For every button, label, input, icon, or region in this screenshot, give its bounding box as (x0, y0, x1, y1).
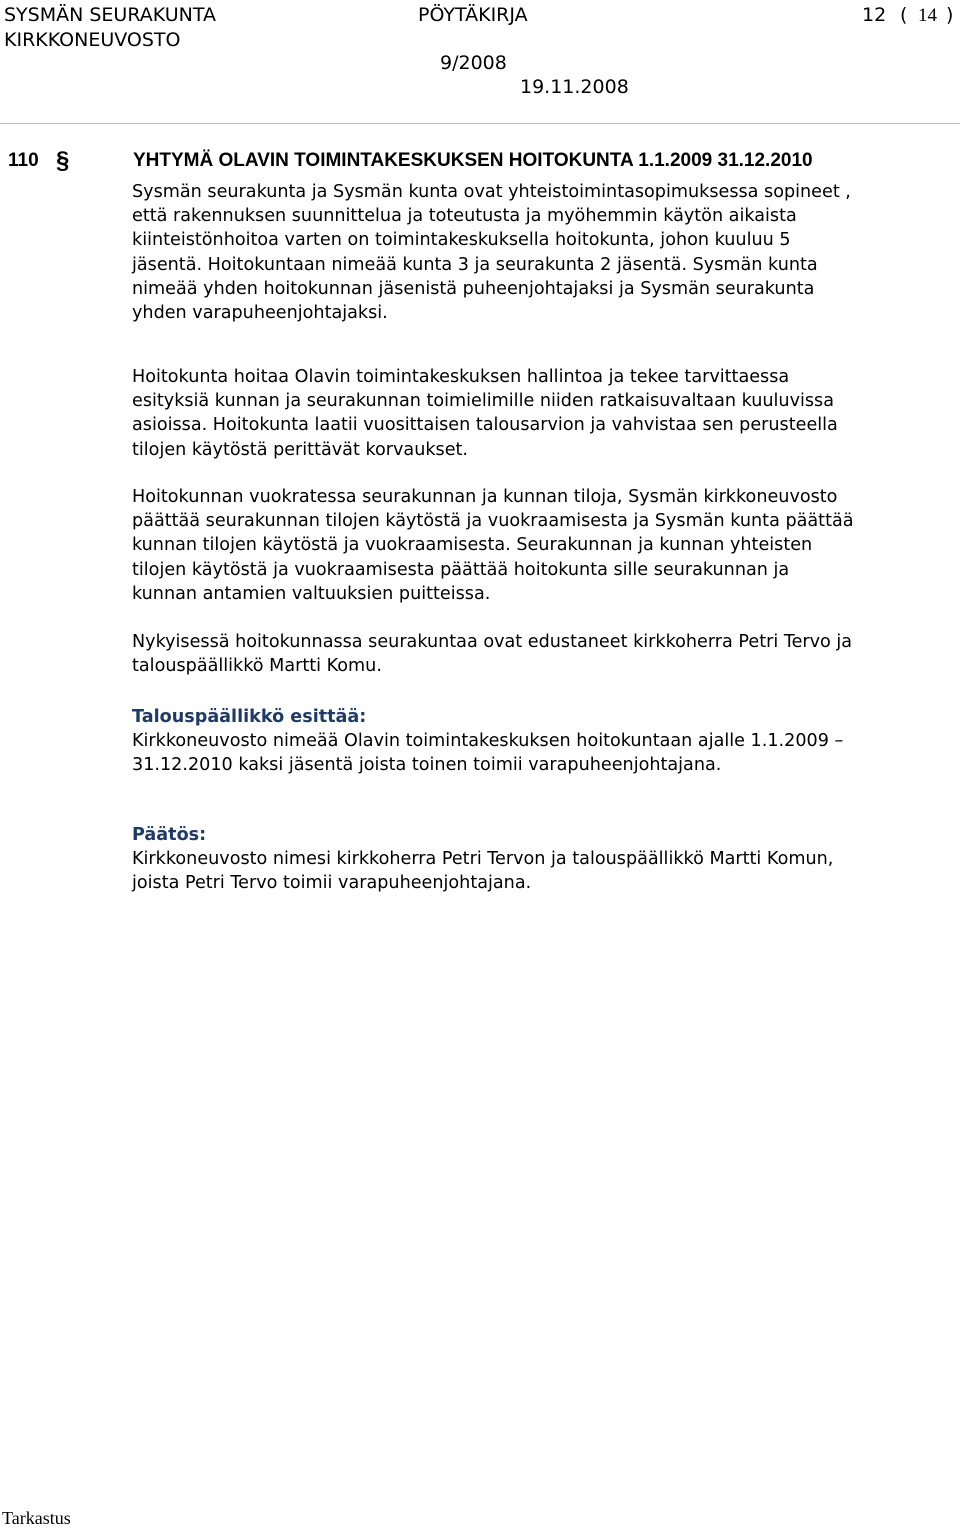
text-line: että rakennuksen suunnittelua ja toteutusta ja myöhemmin käytön aikaista (132, 206, 797, 227)
paragraph-4 (132, 630, 958, 678)
text-line: 31.12.2010 kaksi jäsentä joista toinen toimii varapuheenjohtajana. (132, 755, 722, 776)
text-line: yhden varapuheenjohtajaksi. (132, 303, 388, 324)
section-symbol: § (56, 147, 70, 174)
section-title: YHTYMÄ OLAVIN TOIMINTAKESKUKSEN HOITOKUNTA 1.1.2009 31.12.2010 (133, 150, 813, 171)
text-line: Kirkkoneuvosto nimeää Olavin toimintakeskuksen hoitokuntaan ajalle 1.1.2009 – (132, 731, 844, 752)
proposal-label: Talouspäällikkö esittää: (132, 707, 367, 727)
text-line: Nykyisessä hoitokunnassa seurakuntaa ovat edustaneet kirkkoherra Petri Tervo ja (132, 632, 853, 652)
paragraph-1 (132, 180, 958, 325)
text-line: Kirkkoneuvosto nimesi kirkkoherra Petri Tervon ja talouspäällikkö Martti Komun, (132, 849, 834, 870)
page-paren-close: ) (946, 4, 954, 26)
page-total: 14 (918, 5, 937, 26)
text-line: tilojen käytöstä ja vuokraamisesta päättää hoitokunta sille seurakunnan ja (132, 559, 790, 580)
header-rule (0, 123, 960, 124)
meeting-date: 19.11.2008 (520, 76, 629, 98)
section-number: 110 (8, 150, 39, 171)
text-line: kiinteistönhoitoa varten on toimintakeskuksella hoitokunta, johon kuuluu 5 (132, 230, 791, 251)
section-heading (8, 147, 813, 175)
text-line: Hoitokunnan vuokratessa seurakunnan ja kunnan tiloja, Sysmän kirkkoneuvosto (132, 487, 838, 507)
footer-label: Tarkastus (2, 1508, 71, 1528)
text-line: tilojen käytöstä perittävät korvaukset. (132, 439, 469, 460)
text-line: jäsentä. Hoitokuntaan nimeää kunta 3 ja seurakunta 2 jäsentä. Sysmän kunta (132, 254, 818, 275)
text-line: talouspäällikkö Martti Komu. (132, 656, 382, 677)
text-line: esityksiä kunnan ja seurakunnan toimielimille niiden ratkaisuvaltaan kuuluvissa (132, 391, 834, 412)
text-line: asioissa. Hoitokunta laatii vuosittaisen talousarvion ja vahvistaa sen perusteella (132, 415, 838, 436)
organization-name: SYSMÄN SEURAKUNTA (4, 4, 216, 26)
text-line: kunnan tilojen käytöstä ja vuokraamisesta. Seurakunnan ja kunnan yhteisten (132, 535, 813, 556)
text-line: Hoitokunta hoitaa Olavin toimintakeskuksen hallintoa ja tekee tarvittaessa (132, 367, 790, 387)
decision-label: Päätös: (132, 825, 207, 845)
body-name: KIRKKONEUVOSTO (4, 29, 181, 51)
proposal-section (132, 705, 958, 778)
text-line: päättää seurakunnan tilojen käytöstä ja vuokraamisesta ja Sysmän kunta päättää (132, 511, 854, 532)
decision-section (132, 823, 958, 896)
meeting-number: 9/2008 (440, 52, 507, 74)
page-paren-open: ( (900, 4, 908, 26)
text-line: Sysmän seurakunta ja Sysmän kunta ovat yhteistoimintasopimuksessa sopineet , (132, 182, 851, 202)
paragraph-3 (132, 485, 958, 606)
paragraph-2 (132, 365, 958, 462)
text-line: nimeää yhden hoitokunnan jäsenistä puheenjohtajaksi ja Sysmän seurakunta (132, 278, 815, 299)
page-number: 12 (862, 4, 887, 26)
document-type: PÖYTÄKIRJA (418, 4, 528, 26)
text-line: kunnan antamien valtuuksien puitteissa. (132, 583, 491, 604)
text-line: joista Petri Tervo toimii varapuheenjohtajana. (132, 873, 532, 894)
